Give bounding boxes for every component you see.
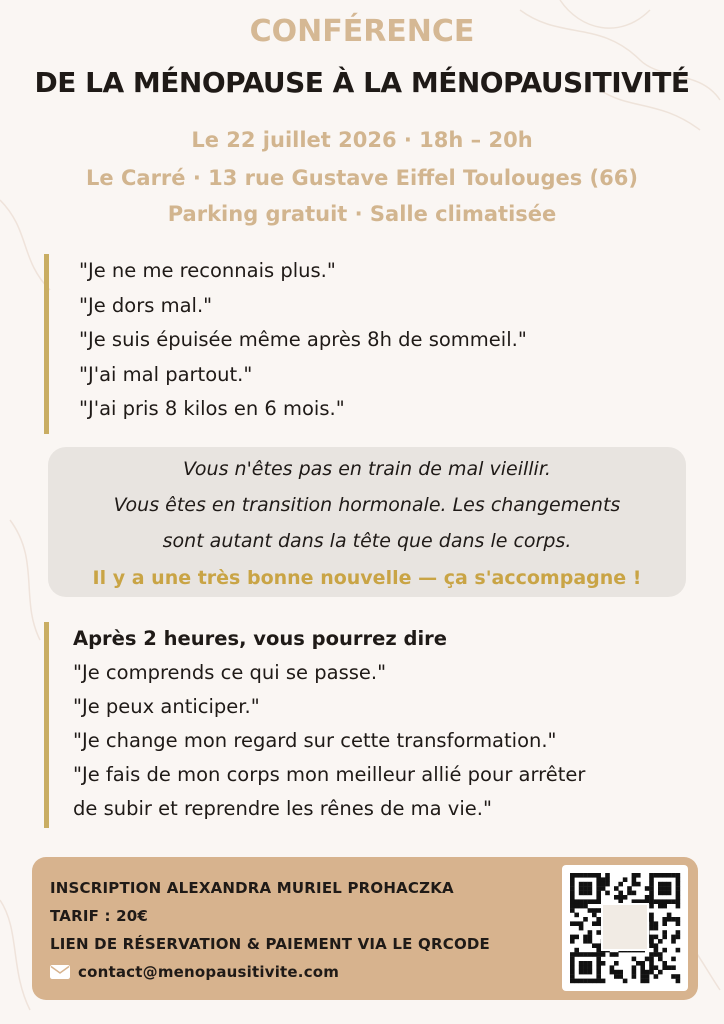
quote-line: de subir et reprendre les rênes de ma vie." xyxy=(73,797,492,820)
quote-line: "Je dors mal." xyxy=(79,293,213,317)
quote-line: "Je suis épuisée même après 8h de sommeil." xyxy=(79,328,527,352)
quote-line: "Je comprends ce qui se passe." xyxy=(73,661,387,684)
registration-footer xyxy=(32,857,698,1000)
qr-center-logo xyxy=(601,903,649,951)
event-title: DE LA MÉNOPAUSE À LA MÉNOPAUSITIVITÉ xyxy=(34,66,690,99)
event-amenities: Parking gratuit · Salle climatisée xyxy=(167,202,557,226)
outcome-quotes xyxy=(44,622,689,828)
quote-line: "Je change mon regard sur cette transformation." xyxy=(73,729,557,752)
event-date: Le 22 juillet 2026 · 18h – 20h xyxy=(191,128,533,152)
quote-line: "Je ne me reconnais plus." xyxy=(79,259,336,282)
quote-line: "Je peux anticiper." xyxy=(73,695,260,718)
callout-line: Vous n'êtes pas en train de mal vieillir. xyxy=(183,458,551,480)
quote-line: "J'ai mal partout." xyxy=(79,362,253,386)
quote-line: "J'ai pris 8 kilos en 6 mois." xyxy=(79,397,345,421)
callout-highlight: Il y a une très bonne nouvelle — ça s'accompagne ! xyxy=(92,567,642,589)
outcome-heading: Après 2 heures, vous pourrez dire xyxy=(73,627,447,650)
reassurance-callout xyxy=(48,447,686,597)
callout-line: Vous êtes en transition hormonale. Les changements xyxy=(113,494,621,516)
event-venue: Le Carré · 13 rue Gustave Eiffel Toulouges (66) xyxy=(86,166,638,190)
quote-line: "Je fais de mon corps mon meilleur allié pour arrêter xyxy=(73,763,586,786)
registration-text: INSCRIPTION ALEXANDRA MURIEL PROHACZKA xyxy=(50,879,454,897)
envelope-icon xyxy=(50,965,70,979)
booking-text: LIEN DE RÉSERVATION & PAIEMENT VIA LE QRCODE xyxy=(50,935,490,953)
event-kicker: CONFÉRENCE xyxy=(249,14,475,49)
booking-qr-code[interactable] xyxy=(562,865,688,991)
symptom-quotes xyxy=(44,254,689,434)
contact-row xyxy=(50,963,339,981)
contact-email-link[interactable]: contact@menopausitivite.com xyxy=(78,963,340,981)
price-text: TARIF : 20€ xyxy=(50,907,149,925)
callout-line: sont autant dans la tête que dans le corps. xyxy=(162,530,572,552)
